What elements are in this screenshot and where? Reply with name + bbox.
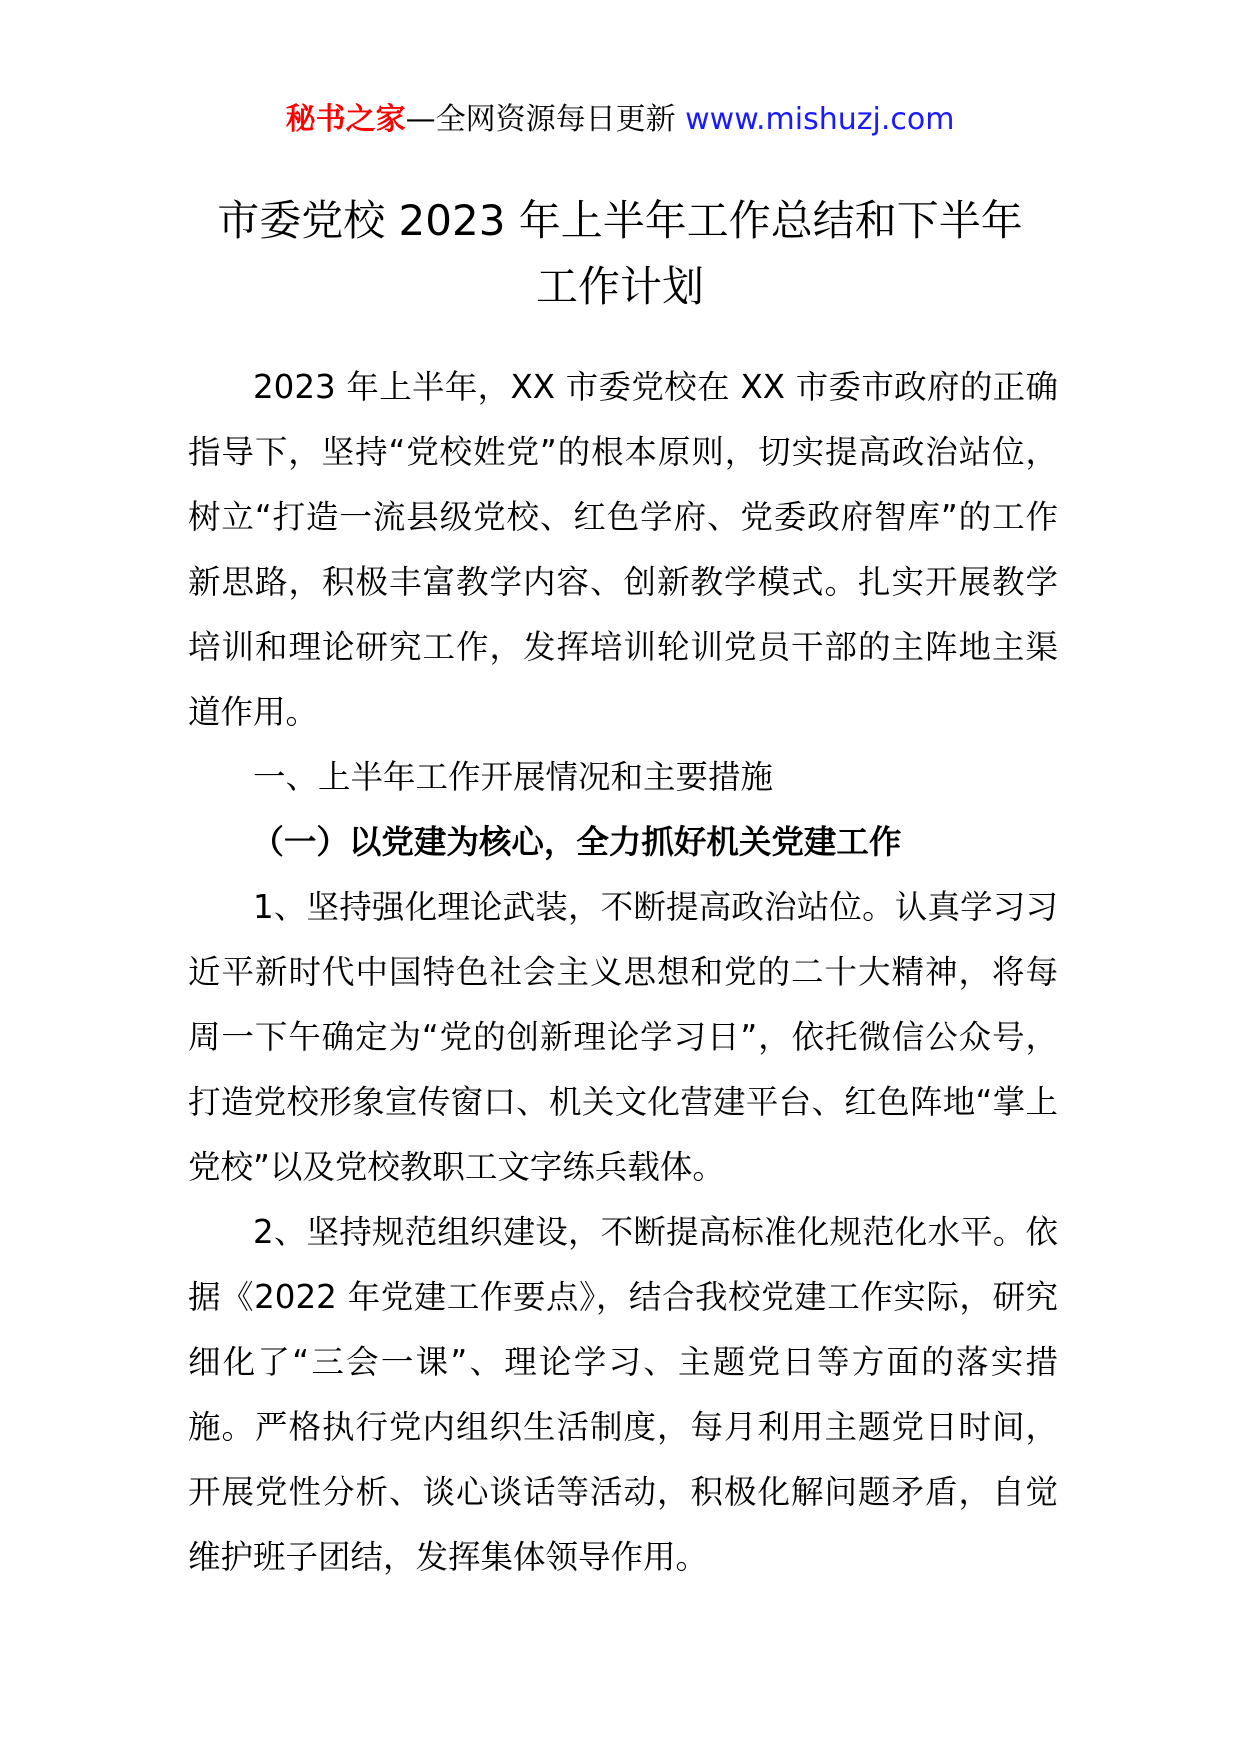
section-heading: 一、上半年工作开展情况和主要措施 <box>253 758 774 796</box>
header-tagline: —全网资源每日更新 <box>405 102 686 137</box>
document-title-line-2: 工作计划 <box>535 262 704 312</box>
list-item-paragraph: 1、坚持强化理论武装，不断提高政治站位。认真学习习近平新时代中国特色社会主义思想和党的二十大精神，将每周一下午确定为“党的创新理论学习日”，依托微信公众号，打造党校形象宣传窗口、机关文化营建平台、红色阵地“掌上党校”以及党校教职工文字练兵载体。 <box>188 888 1058 1186</box>
intro-paragraph: 2023 年上半年，XX 市委党校在 XX 市委市政府的正确指导下，坚持“党校姓党”的根本原则，切实提高政治站位，树立“打造一流县级党校、红色学府、党委政府智库”的工作新思路，积极丰富教学内容、创新教学模式。扎实开展教学培训和理论研究工作，发挥培训轮训党员干部的主阵地主渠道作用。 <box>188 368 1058 731</box>
header-banner <box>0 100 1240 140</box>
site-url-link[interactable]: www.mishuzj.com <box>685 102 955 137</box>
list-item-paragraph: 2、坚持规范组织建设，不断提高标准化规范化水平。依据《2022 年党建工作要点》，结合我校党建工作实际，研究细化了“三会一课”、理论学习、主题党日等方面的落实措施。严格执行党内组织生活制度，每月利用主题党日时间，开展党性分析、谈心谈话等活动，积极化解问题矛盾，自觉维护班子团结，发挥集体领导作用。 <box>188 1213 1058 1576</box>
document-title-line-1: 市委党校 2023 年上半年工作总结和下半年 <box>217 196 1023 246</box>
document-title <box>150 188 1090 320</box>
subsection-heading: （一）以党建为核心，全力抓好机关党建工作 <box>251 823 902 861</box>
brand-name: 秘书之家 <box>285 102 406 137</box>
document-body <box>188 355 1058 1590</box>
